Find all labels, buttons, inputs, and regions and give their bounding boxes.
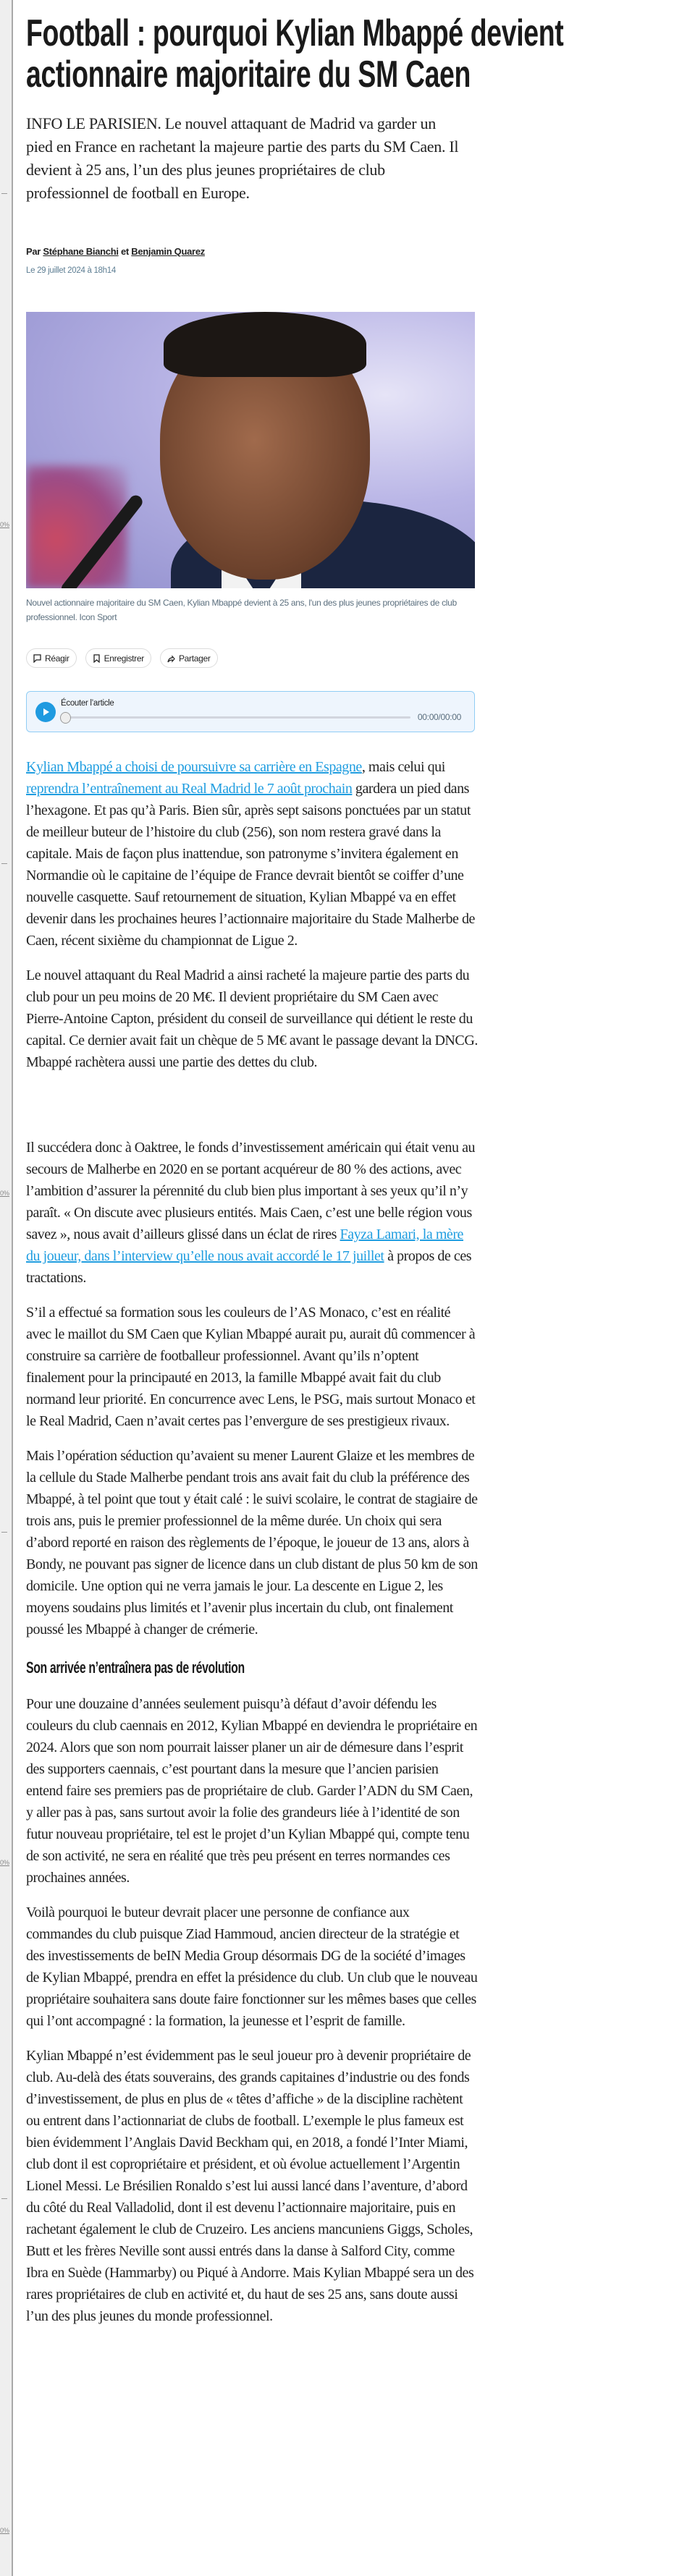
- slider-thumb[interactable]: [60, 712, 71, 724]
- ruler-tick: [1, 863, 7, 864]
- paragraph: [26, 965, 478, 1073]
- article-photo: [26, 312, 475, 588]
- audio-progress-slider[interactable]: [63, 716, 410, 719]
- ruler-tick: [1, 1532, 7, 1533]
- ruler-marker: 0%: [0, 2527, 10, 2534]
- paragraph: [26, 756, 478, 952]
- byline-conjunction: et: [120, 246, 129, 257]
- publish-date: Le 29 juillet 2024 à 18h14: [26, 266, 116, 275]
- inline-link[interactable]: Kylian Mbappé a choisi de poursuivre sa carrière en Espagne: [26, 759, 362, 775]
- paragraph: [26, 1902, 478, 2032]
- ruler-marker: 0%: [0, 521, 10, 528]
- section-heading: Son arrivée n’entraînera pas de révolution: [26, 1658, 245, 1677]
- author-link[interactable]: Stéphane Bianchi: [43, 246, 119, 257]
- share-button[interactable]: [160, 648, 218, 668]
- inline-link[interactable]: Fayza Lamari, la mère du joueur, dans l’interview qu’elle nous avait accordé le 17 juillet: [26, 1226, 463, 1264]
- byline-prefix: Par: [26, 246, 41, 257]
- paragraph-text: , mais celui qui: [361, 759, 445, 775]
- save-label: Enregistrer: [104, 653, 144, 664]
- photo-hair: [164, 312, 366, 377]
- paragraph-text: Il succédera donc à Oaktree, le fonds d’investissement américain qui était venu au secours de Malherbe en 2020 en se portant acquéreur de 80 % des actions, avec l’ambition d’assurer la pérennité du club bien plus important à ses yeux qu’il n’y paraît. « On discute avec plusieurs entités. Mais Caen, c’est une belle région vous savez », nous avait d’ailleurs glissé dans un éclat de rires: [26, 1140, 476, 1242]
- play-icon[interactable]: [35, 702, 56, 722]
- article-actions: [26, 648, 218, 668]
- audio-player: [26, 691, 475, 732]
- author-link[interactable]: Benjamin Quarez: [131, 246, 205, 257]
- ad-slot: [26, 1086, 478, 1137]
- paragraph-text: Mais l’opération séduction qu’avaient su mener Laurent Glaize et les membres de la cellule du Stade Malherbe pendant trois ans avait fait du club la préférence des Mbappé, à tel point que tout y était calé : le suivi scolaire, le contrat de stagiaire de trois ans, puis le premier professionnel de la même durée. Un choix qui sera d’abord reporté en raison des règlements de l’époque, le joueur de 13 ans, alors à Bondy, ne pouvant pas signer de licence dans un club distant de plus 50 km de son domicile. Une option qui ne verra jamais le jour. La descente en Ligue 2, les moyens soudains plus limités et l’avenir plus incertain du club, ont finalement poussé les Mbappé à changer de crémerie.: [26, 1448, 478, 1637]
- body-section: [26, 756, 478, 1640]
- share-label: Partager: [178, 653, 211, 664]
- paragraph: [26, 1445, 478, 1640]
- comment-icon: [33, 654, 41, 663]
- ruler-tick: [1, 2198, 7, 2199]
- inline-link[interactable]: reprendra l’entraînement au Real Madrid le 7 août prochain: [26, 781, 353, 797]
- photo-caption: Nouvel actionnaire majoritaire du SM Caen, Kylian Mbappé devient à 25 ans, l'un des plus jeunes propriétaires de club professionnel. Icon Sport: [26, 598, 457, 622]
- ruler-marker: 0%: [0, 1190, 10, 1197]
- article-title: Football : pourquoi Kylian Mbappé devient actionnaire majoritaire du SM Caen: [26, 12, 564, 96]
- paragraph-text: Le nouvel attaquant du Real Madrid a ainsi racheté la majeure partie des parts du club pour un peu moins de 20 M€. Il devient propriétaire du SM Caen avec Pierre-Antoine Capton, président du conseil de surveillance qui détient le reste du capital. Ce dernier avait fait un chèque de 5 M€ avant le passage devant la DNCG. Mbappé rachètera aussi une partie des dettes du club.: [26, 967, 478, 1070]
- paragraph: [26, 1302, 478, 1432]
- react-label: Réagir: [45, 653, 69, 664]
- paragraph-text: à propos de ces tractations.: [26, 1248, 472, 1286]
- bookmark-icon: [93, 654, 101, 663]
- paragraph: [26, 1693, 478, 1889]
- paragraph-text: Kylian Mbappé n’est évidemment pas le seul joueur pro à devenir propriétaire de club. Au-delà des états souverains, des grands capitaines d’industrie ou des fonds d’investissement, de plus en plus de « têtes d’affiche » de la discipline rachètent ou entrent dans l’actionnariat de clubs de football. L’exemple le plus fameux est bien évidemment l’Anglais David Beckham qui, en 2018, a fondé l’Inter Miami, club dont il est copropriétaire et président, et où évolue actuellement l’Argentin Lionel Messi. Le Brésilien Ronaldo s’est lui aussi lancé dans l’aventure, d’abord du côté du Real Valladolid, dont il est devenu l’actionnaire majoritaire, puis en rachetant également le club de Cruzeiro. Les anciens mancuniens Giggs, Scholes, Butt et les frères Neville sont aussi entrés dans la danse à Salford City, comme Ibra en Suède (Hammarby) ou Piqué à Andorre. Mais Kylian Mbappé sera un des rares propriétaires de club en activité et, du haut de ses 25 ans, sans doute aussi l’un des plus jeunes du monde professionnel.: [26, 2048, 474, 2324]
- paragraph-text: S’il a effectué sa formation sous les couleurs de l’AS Monaco, c’est en réalité avec le maillot du SM Caen que Kylian Mbappé aurait pu, aurait dû commencer à construire sa carrière de footballeur professionnel. Avant qu’ils n’optent finalement pour la principauté en 2013, la famille Mbappé avait fait du club normand leur priorité. En concurrence avec Lens, le PSG, mais surtout Monaco et le Real Madrid, Caen n’avait certes pas l’envergure de ses prestigieux rivaux.: [26, 1305, 476, 1429]
- left-ruler: [0, 0, 13, 2576]
- article-body: [26, 756, 478, 2340]
- audio-label: Écouter l’article: [61, 699, 114, 708]
- paragraph-text: gardera un pied dans l’hexagone. Et pas qu’à Paris. Bien sûr, après sept saisons ponctuées par un statut de meilleur buteur de l’histoire du club (256), son nom restera gravé dans la capitale. Mais de façon plus inattendue, son patronyme s’invitera également en Normandie où le capitaine de l’équipe de France devrait bientôt se coiffer d’une nouvelle casquette. Sauf retournement de situation, Kylian Mbappé va en effet devenir dans les prochaines heures l’actionnaire majoritaire du Stade Malherbe de Caen, récent sixième du championnat de Ligue 2.: [26, 781, 475, 949]
- byline: [26, 246, 205, 257]
- paragraph-text: Voilà pourquoi le buteur devrait placer une personne de confiance aux commandes du club puisque Ziad Hammoud, ancien directeur de la stratégie et des investissements de beIN Media Group désormais DG de la société d’images de Kylian Mbappé, prendra en effet la présidence du club. Un club que le nouveau propriétaire souhaitera sans doute faire fonctionner sur les mêmes bases que celles qui l’ont accompagné : la formation, la jeunesse et l’esprit de famille.: [26, 1905, 478, 2029]
- article-lead: INFO LE PARISIEN. Le nouvel attaquant de Madrid va garder un pied en France en rachetant la majeure partie des parts du SM Caen. Il devient à 25 ans, l’un des plus jeunes propriétaires de club professionnel de football en Europe.: [26, 114, 459, 202]
- ruler-tick: [1, 193, 7, 194]
- paragraph: [26, 1137, 478, 1289]
- paragraph: [26, 2045, 478, 2327]
- ruler-marker: 0%: [0, 1859, 10, 1866]
- react-button[interactable]: [26, 648, 77, 668]
- audio-time: 00:00/00:00: [417, 712, 461, 722]
- share-icon: [167, 654, 175, 663]
- paragraph-text: Pour une douzaine d’années seulement puisqu’à défaut d’avoir défendu les couleurs du club caennais en 2012, Kylian Mbappé en deviendra le propriétaire en 2024. Alors que son nom pourrait laisser planer un air de démesure dans l’esprit des supporters caennais, c’est pourtant dans la mesure que l’ancien parisien entend faire ses premiers pas de propriétaire de club. Garder l’ADN du SM Caen, y aller pas à pas, sans surtout avoir la folie des grandeurs liée à l’identité de son futur nouveau propriétaire, tel est le projet d’un Kylian Mbappé qui, compte tenu de son activité, ne sera en réalité que très peu présent en terres normandes ces prochaines années.: [26, 1696, 478, 1886]
- body-section: [26, 1693, 478, 2327]
- save-button[interactable]: [85, 648, 151, 668]
